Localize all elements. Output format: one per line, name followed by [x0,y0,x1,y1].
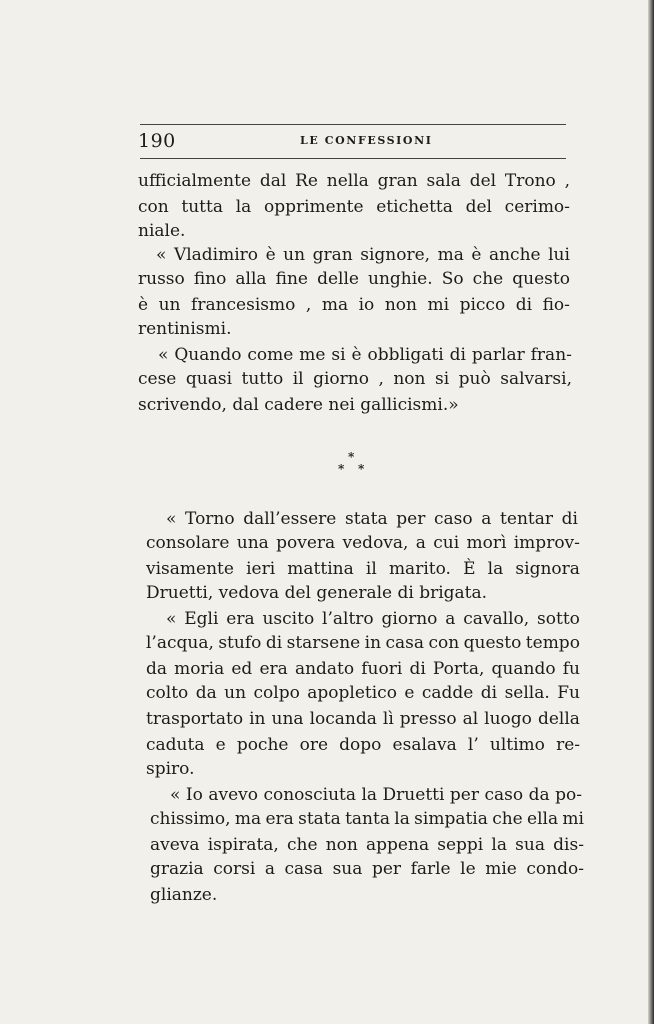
word: di [480,683,498,703]
word: dall’essere [243,509,337,529]
word: visamente [146,559,234,579]
word: e [215,735,226,755]
word: una [236,533,269,553]
word: salvarsi, [500,369,572,389]
word: dal [259,171,287,191]
word: sua [515,835,545,855]
text-line: spiro. [146,759,195,779]
word: locanda [309,709,377,729]
word: che [287,835,318,855]
word: fino [193,269,227,289]
word: giorno [381,609,438,629]
word: con [428,633,460,653]
word: consolare [146,533,230,553]
text-line [150,858,584,880]
word: caduta [146,735,205,755]
word: me [299,345,326,365]
text-line [138,368,572,390]
word: picco [459,295,506,315]
word: Porta, [432,659,485,679]
word: fine [275,269,308,289]
word: a [415,533,426,553]
word: di [515,295,533,315]
text-line [146,632,580,654]
word: da [528,785,550,805]
word: ma [234,809,262,829]
word: è [351,345,362,365]
word: mi [427,295,450,315]
word: morì [466,533,507,553]
text-line [138,170,570,192]
word: nella [326,171,369,191]
word: signore, [360,245,431,265]
word: chissimo, [150,809,231,829]
word: « [158,345,169,365]
word: Quando [174,345,242,365]
word: il [292,369,304,389]
word: può [458,369,491,389]
word: della [537,709,580,729]
word: è [138,295,149,315]
text-line [166,508,578,530]
word: è [265,245,276,265]
word: non [325,835,358,855]
word: apopletico [307,683,397,703]
word: di [409,659,426,679]
word: l’ [467,735,479,755]
word: tutta [181,197,223,217]
word: cerimo- [504,197,570,217]
word: vedova, [342,533,409,553]
word: cese [138,369,177,389]
word: fuori [361,659,403,679]
word: seppi [437,835,484,855]
word: caso [484,785,524,805]
word: corsi [213,859,256,879]
word: quasi [185,369,233,389]
text-line: niale. [138,221,186,241]
word: simpatia [414,809,488,829]
text-line [146,708,580,730]
word: da [195,683,217,703]
word: come [247,345,294,365]
word: tentar [500,509,553,529]
word: in [249,709,266,729]
word: la [394,809,410,829]
word: gran [312,245,353,265]
word: esalava [392,735,457,755]
word: sala [426,171,461,191]
word: casa [385,633,425,653]
page-number: 190 [138,130,176,152]
asterisk-top: * [348,450,355,464]
word: alla [235,269,267,289]
word: Fu [557,683,580,703]
word: ultimo [489,735,545,755]
word: Vladimiro [173,245,259,265]
word: quando [491,659,556,679]
word: ed [231,659,253,679]
word: po- [555,785,582,805]
word: a [445,609,456,629]
word: sotto [537,609,580,629]
word: fran- [530,345,572,365]
word: colto [146,683,189,703]
word: delle [317,269,359,289]
text-line [146,558,580,580]
word: grazia [150,859,204,879]
word: ore [299,735,329,755]
word: So [441,269,464,289]
word: sua [332,859,363,879]
word: signora [515,559,580,579]
word: È [463,559,476,579]
word: la [487,559,504,579]
word: aveva [150,835,200,855]
word: mattina [287,559,354,579]
word: starsene [286,633,361,653]
word: stata [298,809,341,829]
text-line [150,808,584,830]
word: appena [366,835,430,855]
text-line [156,244,570,266]
word: il [365,559,377,579]
text-line [138,294,570,316]
word: per [396,509,426,529]
word: poche [236,735,289,755]
word: conosciuta [263,785,356,805]
word: a [264,859,275,879]
text-line [146,734,580,756]
word: Druetti [382,785,445,805]
word: le [460,859,476,879]
text-line [146,532,580,554]
text-line [146,658,580,680]
text-line: scrivendo, dal cadere nei gallicismi.» [138,395,459,415]
word: etichetta [376,197,453,217]
asterisk-right: * [358,462,365,476]
word: l’acqua, [146,633,214,653]
word: « [170,785,181,805]
word: tempo [525,633,580,653]
word: colpo [253,683,300,703]
word: che [472,269,504,289]
word: lui [548,245,570,265]
word: non [384,295,417,315]
text-line: Druetti, vedova del generale di brigata. [146,583,488,603]
word: un [283,245,306,265]
word: opprimente [263,197,364,217]
word: luogo [484,709,532,729]
word: , [305,295,312,315]
word: cadde [421,683,474,703]
word: dis- [553,835,584,855]
word: la [361,785,378,805]
word: Trono [504,171,556,191]
word: era [226,609,255,629]
asterisk-left: * [338,462,345,476]
text-line: glianze. [150,885,218,905]
word: dopo [339,735,382,755]
text-line [138,196,570,218]
header-rule-top [140,124,566,125]
word: un [158,295,181,315]
word: per [371,859,402,879]
word: improv- [513,533,580,553]
word: uscito [262,609,315,629]
word: sella. [504,683,550,703]
text-line: rentinismi. [138,319,232,339]
word: l’altro [322,609,374,629]
word: fu [562,659,580,679]
header-rule-bottom [140,158,566,159]
word: e [404,683,415,703]
word: anche [488,245,541,265]
word: si [435,369,450,389]
word: con [138,197,169,217]
word: stata [344,509,388,529]
word: andato [294,659,355,679]
word: Egli [184,609,219,629]
word: si [331,345,346,365]
word: per [449,785,479,805]
word: la [235,197,252,217]
word: re- [556,735,580,755]
word: avevo [208,785,258,805]
word: Io [185,785,203,805]
word: casa [284,859,324,879]
text-line [158,344,572,366]
word: francesismo [191,295,296,315]
word: ufficialmente [138,171,252,191]
word: gran [377,171,418,191]
word: che [492,809,523,829]
word: « [166,609,177,629]
word: del [465,197,492,217]
word: una [271,709,304,729]
text-line [166,608,580,630]
word: ma [321,295,349,315]
word: caso [434,509,473,529]
text-line [146,682,580,704]
word: unghie. [368,269,433,289]
word: condo- [526,859,584,879]
text-line [150,834,584,856]
word: la [491,835,507,855]
word: ieri [246,559,276,579]
word: di [561,509,578,529]
word: trasportato [146,709,244,729]
word: ella [527,809,559,829]
word: a [481,509,492,529]
text-line [138,268,570,290]
word: al [462,709,479,729]
page-edge-shadow [648,0,654,1024]
word: presso [399,709,457,729]
word: era [259,659,288,679]
word: cui [433,533,460,553]
word: io [358,295,375,315]
word: tutto [241,369,284,389]
word: povera [276,533,336,553]
word: ispirata, [207,835,279,855]
word: fio- [542,295,570,315]
word: è [471,245,482,265]
word: mie [485,859,517,879]
word: parlar [471,345,525,365]
word: « [166,509,177,529]
word: russo [138,269,185,289]
word: « [156,245,167,265]
word: marito. [388,559,451,579]
word: mi [562,809,584,829]
word: obbligati [367,345,444,365]
word: del [469,171,497,191]
word: Re [295,171,318,191]
word: giorno [313,369,369,389]
word: lì [382,709,394,729]
running-title: LE CONFESSIONI [300,134,433,147]
text-line [170,784,582,806]
word: farle [410,859,451,879]
word: , [564,171,570,191]
word: questo [463,633,522,653]
word: tanta [345,809,390,829]
word: in [364,633,382,653]
word: questo [512,269,570,289]
word: cavallo, [463,609,530,629]
word: ma [437,245,464,265]
word: era [265,809,294,829]
word: non [393,369,426,389]
word: di [449,345,466,365]
section-break-asterism [334,450,374,480]
word: , [378,369,384,389]
word: da [146,659,168,679]
word: di [265,633,283,653]
word: Torno [185,509,235,529]
word: un [224,683,247,703]
word: stufo [218,633,262,653]
word: moria [174,659,225,679]
